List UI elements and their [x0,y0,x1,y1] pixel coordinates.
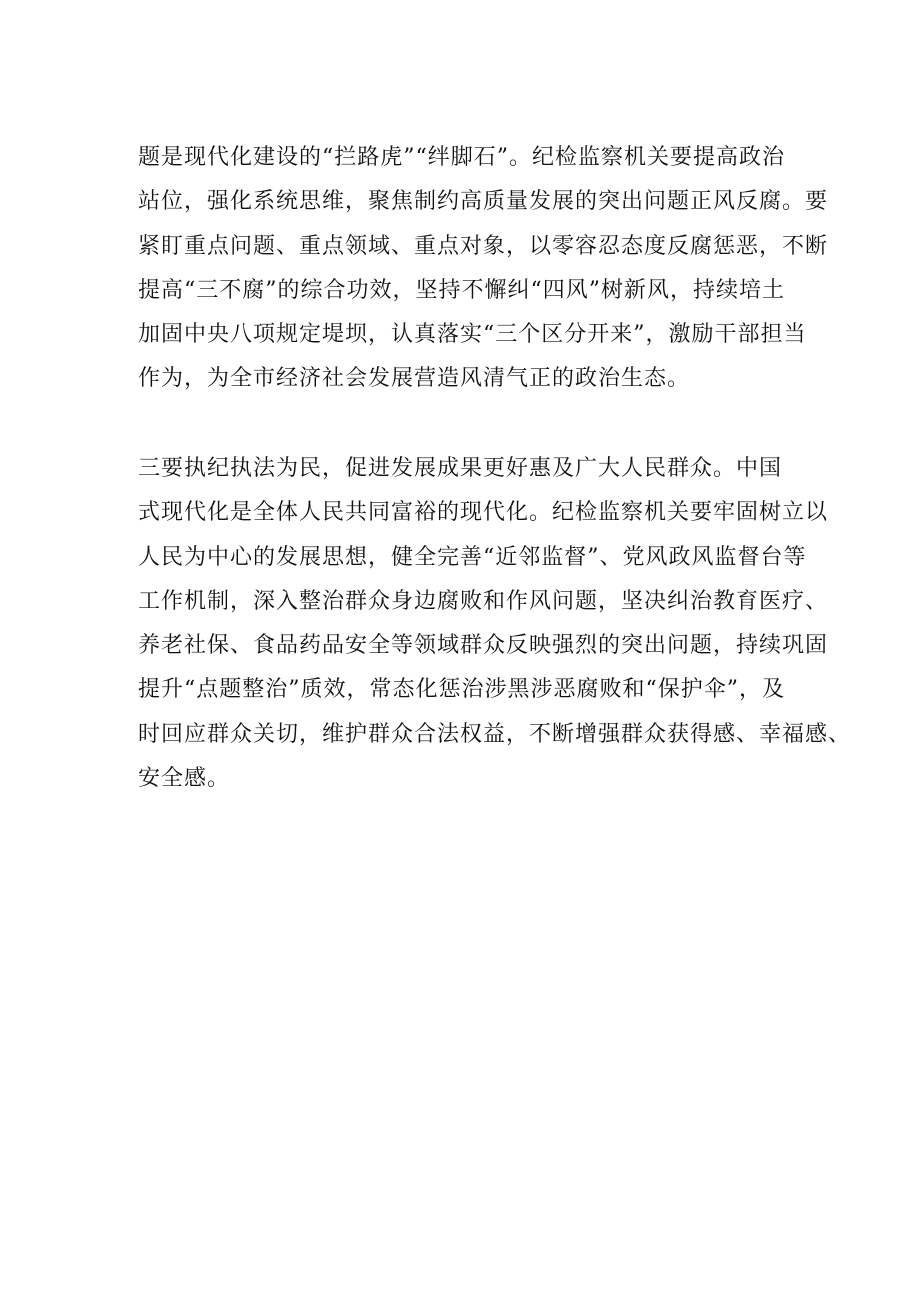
text-line: 加固中央八项规定堤坝，认真落实“三个区分开来”，激励干部担当 [138,322,807,348]
text-line: 站位，强化系统思维，聚焦制约高质量发展的突出问题正风反腐。要 [138,189,829,215]
text-line: 时回应群众关切，维护群众合法权益，不断增强群众获得感、幸福感、 [138,721,852,747]
text-line: 作为，为全市经济社会发展营造风清气正的政治生态。 [138,366,691,392]
text-line: 紧盯重点问题、重点领域、重点对象，以零容忍态度反腐惩恶，不断 [138,233,829,259]
text-line: 养老社保、食品药品安全等领域群众反映强烈的突出问题，持续巩固 [138,633,829,659]
text-line: 工作机制，深入整治群众身边腐败和作风问题，坚决纠治教育医疗、 [138,588,829,614]
text-line: 式现代化是全体人民共同富裕的现代化。纪检监察机关要牢固树立以 [138,500,829,526]
text-line: 提升“点题整治”质效，常态化惩治涉黑涉恶腐败和“保护伞”，及 [138,677,785,703]
text-line: 三要执纪执法为民，促进发展成果更好惠及广大人民群众。中国 [138,456,783,481]
text-line: 人民为中心的发展思想，健全完善“近邻监督”、党风政风监督台等 [138,544,807,570]
text-line: 提高“三不腐”的综合功效，坚持不懈纠“四风”树新风，持续培土 [138,277,785,303]
paragraph-1 [138,136,829,402]
text-line: 安全感。 [138,766,231,792]
paragraph-2 [138,447,852,801]
text-line: 题是现代化建设的“拦路虎”“绊脚石”。纪检监察机关要提高政治 [138,145,785,170]
